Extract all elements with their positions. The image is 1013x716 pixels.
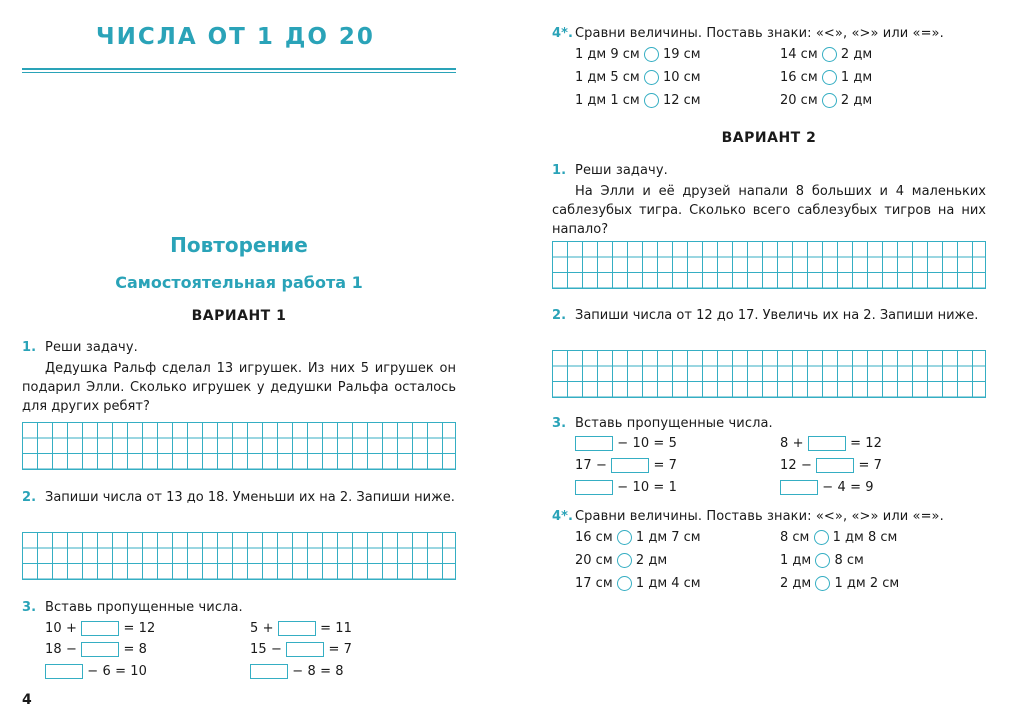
blank-box[interactable] — [575, 480, 613, 495]
compare-right: 10 см — [662, 70, 701, 85]
task-1-number: 1. — [22, 340, 37, 355]
blank-box[interactable] — [250, 664, 288, 679]
compare-left: 8 см — [780, 530, 810, 545]
compare-right: 8 см — [834, 553, 864, 568]
task-4-bottom-label: Сравни величины. Поставь знаки: «<», «>» или «=». — [575, 509, 944, 524]
compare-circle[interactable] — [644, 70, 659, 85]
variant-2-heading: ВАРИАНТ 2 — [721, 130, 817, 146]
eq-text: − 10 = 5 — [617, 436, 678, 451]
compare-right: 2 дм — [840, 93, 873, 108]
compare-circle[interactable] — [617, 530, 632, 545]
equation-row — [45, 619, 155, 638]
blank-box[interactable] — [81, 621, 119, 636]
equation-row — [780, 478, 874, 497]
compare-circle[interactable] — [822, 93, 837, 108]
chapter-title: ЧИСЛА ОТ 1 ДО 20 — [96, 24, 375, 50]
compare-row — [575, 576, 701, 591]
compare-circle[interactable] — [815, 553, 830, 568]
blank-box[interactable] — [780, 480, 818, 495]
compare-left: 16 см — [575, 530, 613, 545]
equation-row — [575, 456, 677, 475]
task-1-label: Реши задачу. — [45, 340, 138, 355]
eq-text: − 6 = 10 — [87, 664, 148, 679]
eq-text: 15 − — [250, 642, 282, 657]
task-3-number: 3. — [22, 600, 37, 615]
compare-left: 1 дм 5 см — [575, 70, 640, 85]
compare-right: 19 см — [662, 47, 701, 62]
variant-1-heading: ВАРИАНТ 1 — [191, 308, 287, 324]
compare-right: 1 дм 8 см — [832, 530, 898, 545]
compare-circle[interactable] — [644, 47, 659, 62]
blank-box[interactable] — [808, 436, 846, 451]
task-2-number: 2. — [552, 308, 567, 323]
equation-row — [250, 662, 344, 681]
answer-grid-task-1[interactable] — [552, 241, 986, 289]
eq-text: = 7 — [328, 642, 353, 657]
task-1-number: 1. — [552, 163, 567, 178]
task-3-label: Вставь пропущенные числа. — [45, 600, 243, 615]
page-number: 4 — [22, 692, 32, 708]
eq-text: − 4 = 9 — [822, 480, 874, 495]
equation-row — [250, 640, 352, 659]
compare-row — [575, 93, 701, 108]
blank-box[interactable] — [816, 458, 854, 473]
compare-left: 2 дм — [780, 576, 812, 591]
eq-text: 10 + — [45, 621, 77, 636]
answer-grid-task-1[interactable] — [22, 422, 456, 470]
compare-circle[interactable] — [617, 553, 632, 568]
title-rule-top — [22, 68, 456, 70]
compare-right: 2 дм — [840, 47, 873, 62]
compare-row — [780, 576, 899, 591]
compare-right: 1 дм 4 см — [635, 576, 701, 591]
compare-left: 20 см — [575, 553, 613, 568]
eq-text: = 11 — [320, 621, 353, 636]
equation-row — [780, 456, 882, 475]
eq-text: − 10 = 1 — [617, 480, 678, 495]
blank-box[interactable] — [286, 642, 324, 657]
section-title: Повторение — [170, 233, 308, 257]
task-3-number: 3. — [552, 416, 567, 431]
compare-row — [575, 530, 701, 545]
compare-circle[interactable] — [644, 93, 659, 108]
compare-circle[interactable] — [617, 576, 632, 591]
equation-row — [45, 640, 147, 659]
compare-row — [575, 70, 701, 85]
equation-row — [45, 662, 147, 681]
compare-circle[interactable] — [814, 530, 829, 545]
compare-left: 14 см — [780, 47, 818, 62]
eq-text: 12 − — [780, 458, 812, 473]
blank-box[interactable] — [278, 621, 316, 636]
subsection-title: Самостоятельная работа 1 — [115, 273, 363, 292]
compare-left: 1 дм 9 см — [575, 47, 640, 62]
eq-text: 17 − — [575, 458, 607, 473]
compare-left: 16 см — [780, 70, 818, 85]
task-4-top-number: 4*. — [552, 26, 574, 41]
compare-left: 17 см — [575, 576, 613, 591]
blank-box[interactable] — [81, 642, 119, 657]
compare-left: 1 дм — [780, 553, 812, 568]
equation-row — [250, 619, 352, 638]
task-4-top-label: Сравни величины. Поставь знаки: «<», «>» или «=». — [575, 26, 944, 41]
eq-text: 8 + — [780, 436, 804, 451]
equation-row — [575, 434, 677, 453]
task-2-text: Запиши числа от 13 до 18. Уменьши их на 2. Запиши ниже. — [45, 490, 455, 505]
compare-right: 1 дм 2 см — [834, 576, 900, 591]
eq-text: = 8 — [123, 642, 148, 657]
compare-row — [780, 47, 872, 62]
compare-right: 12 см — [662, 93, 701, 108]
compare-right: 2 дм — [635, 553, 668, 568]
title-rule-bottom — [22, 72, 456, 73]
compare-circle[interactable] — [822, 70, 837, 85]
compare-right: 1 дм 7 см — [635, 530, 701, 545]
compare-row — [780, 93, 872, 108]
task-1-text: Дедушка Ральф сделал 13 игрушек. Из них 5 игрушек он подарил Элли. Сколько игрушек у дедушки Ральфа осталось для других ребят? — [22, 361, 456, 414]
task-1-label: Реши задачу. — [575, 163, 668, 178]
task-3-label: Вставь пропущенные числа. — [575, 416, 773, 431]
task-4-bottom-number: 4*. — [552, 509, 574, 524]
compare-circle[interactable] — [822, 47, 837, 62]
answer-grid-task-2[interactable] — [22, 532, 456, 580]
compare-left: 20 см — [780, 93, 818, 108]
equation-row — [780, 434, 882, 453]
blank-box[interactable] — [575, 436, 613, 451]
compare-left: 1 дм 1 см — [575, 93, 640, 108]
compare-row — [780, 530, 897, 545]
eq-text: = 12 — [123, 621, 156, 636]
equation-row — [575, 478, 677, 497]
eq-text: 18 − — [45, 642, 77, 657]
task-2-text: Запиши числа от 12 до 17. Увеличь их на 2. Запиши ниже. — [575, 308, 979, 323]
task-2-number: 2. — [22, 490, 37, 505]
compare-circle[interactable] — [815, 576, 830, 591]
compare-right: 1 дм — [840, 70, 873, 85]
compare-row — [780, 70, 872, 85]
eq-text: = 7 — [653, 458, 678, 473]
answer-grid-task-2[interactable] — [552, 350, 986, 398]
compare-row — [575, 553, 667, 568]
blank-box[interactable] — [45, 664, 83, 679]
task-1-text: На Элли и её друзей напали 8 больших и 4 маленьких саблезубых тигра. Сколько всего саблезубых тигров на них напало? — [552, 184, 986, 237]
eq-text: − 8 = 8 — [292, 664, 344, 679]
compare-row — [575, 47, 701, 62]
eq-text: = 12 — [850, 436, 883, 451]
compare-row — [780, 553, 864, 568]
eq-text: = 7 — [858, 458, 883, 473]
blank-box[interactable] — [611, 458, 649, 473]
eq-text: 5 + — [250, 621, 274, 636]
